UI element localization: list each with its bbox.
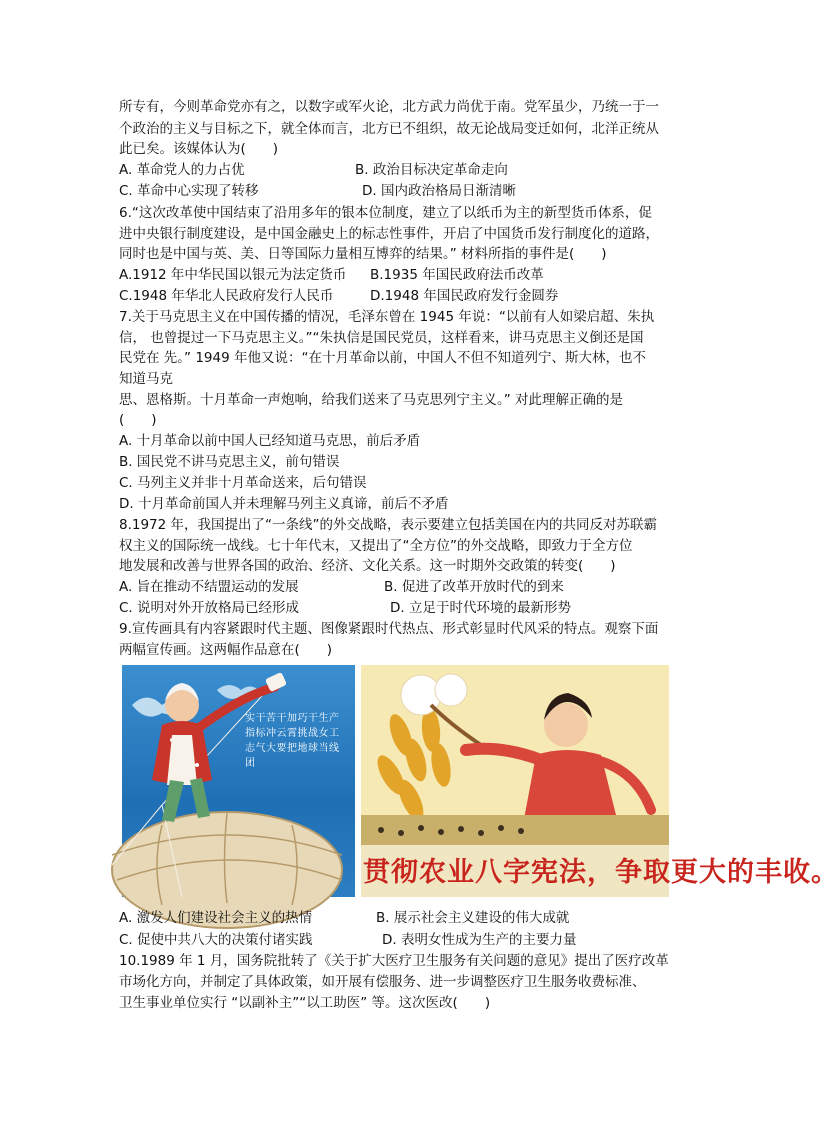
- poster-right-slogan: 贯彻农业八字宪法，争取更大的丰收。: [363, 857, 839, 888]
- q9-stem-line-1: 9.宣传画具有内容紧跟时代主题、图像紧跟时代热点、形式彰显时代风采的特点。观察下面: [119, 621, 659, 637]
- q7-stem-line-3: 民党在 先。” 1949 年他又说：“在十月革命以前，中国人不但不知道列宁、斯大林，也不: [119, 350, 646, 366]
- q7-stem-line-6: ( ): [119, 412, 157, 428]
- q5-option-a[interactable]: A. 革命党人的力占优: [119, 162, 245, 178]
- q9-option-d[interactable]: D. 表明女性成为生产的主要力量: [382, 932, 577, 948]
- q9-option-c[interactable]: C. 促使中共八大的决策付诸实践: [119, 932, 313, 948]
- q8-option-c[interactable]: C. 说明对外开放格局已经形成: [119, 600, 300, 616]
- q5-option-d[interactable]: D. 国内政治格局日渐清晰: [362, 183, 516, 199]
- q10-stem-line-3: 卫生事业单位实行 “以副补主”“以工助医” 等。这次医改( ): [119, 995, 491, 1011]
- q6-stem-line-2: 进中央银行制度建设，是中国金融史上的标志性事件，开启了中国货币发行制度化的道路，: [119, 226, 659, 242]
- q9-option-b[interactable]: B. 展示社会主义建设的伟大成就: [376, 910, 570, 926]
- q5-stem-line-3: 此已矣。该媒体认为( ): [119, 141, 279, 157]
- q7-stem-line-2: 信， 也曾提过一下马克思主义。”“朱执信是国民党员，这样看来，讲马克思主义倒还是国: [119, 330, 644, 346]
- q8-stem-line-2: 权主义的国际统一战线。七十年代末，又提出了“全方位”的外交战略，即致力于全方位: [119, 538, 633, 554]
- q10-stem-line-2: 市场化方向，并制定了具体政策，如开展有偿服务、进一步调整医疗卫生服务收费标准、: [119, 974, 646, 990]
- q6-option-c[interactable]: C.1948 年华北人民政府发行人民币: [119, 288, 334, 304]
- q6-stem-line-3: 同时也是中国与英、美、日等国际力量相互博弈的结果。” 材料所指的事件是( ): [119, 246, 607, 262]
- q7-stem-line-5: 思、恩格斯。十月革命一声炮响，给我们送来了马克思列宁主义。” 对此理解正确的是: [119, 392, 624, 408]
- q5-option-b[interactable]: B. 政治目标决定革命走向: [355, 162, 508, 178]
- q6-stem-line-1: 6.“这次改革使中国结束了沿用多年的银本位制度，建立了以纸币为主的新型货币体系，促: [119, 205, 652, 221]
- q7-option-d[interactable]: D. 十月革命前国人并未理解马列主义真谛，前后不矛盾: [119, 496, 449, 512]
- q8-option-a[interactable]: A. 旨在推动不结盟运动的发展: [119, 579, 299, 595]
- q7-option-b[interactable]: B. 国民党不讲马克思主义，前句错误: [119, 454, 340, 470]
- q9-stem-line-2: 两幅宣传画。这两幅作品意在( ): [119, 642, 333, 658]
- q5-option-c[interactable]: C. 革命中心实现了转移: [119, 183, 259, 199]
- q9-option-a[interactable]: A. 激发人们建设社会主义的热情: [119, 910, 313, 926]
- q6-option-a[interactable]: A.1912 年中华民国以银元为法定货币: [119, 267, 347, 283]
- q5-stem-line-2: 个政治的主义与目标之下，就全体而言，北方已不组织，故无论战局变迁如何，北洋正统从: [119, 121, 659, 137]
- poster-left-illustration: [122, 665, 355, 897]
- q8-option-d[interactable]: D. 立足于时代环境的最新形势: [390, 600, 571, 616]
- q8-stem-line-3: 地发展和改善与世界各国的政治、经济、文化关系。这一时期外交政策的转变( ): [119, 558, 616, 574]
- q10-stem-line-1: 10.1989 年 1 月，国务院批转了《关于扩大医疗卫生服务有关问题的意见》提出了医疗改革: [119, 953, 669, 969]
- propaganda-poster-right: [361, 665, 839, 897]
- q7-stem-line-1: 7.关于马克思主义在中国传播的情况，毛泽东曾在 1945 年说：“以前有人如梁启超、朱执: [119, 309, 655, 325]
- q7-option-a[interactable]: A. 十月革命以前中国人已经知道马克思，前后矛盾: [119, 433, 421, 449]
- propaganda-poster-left: [122, 665, 355, 897]
- q6-option-d[interactable]: D.1948 年国民政府发行金圆券: [370, 288, 559, 304]
- q7-option-c[interactable]: C. 马列主义并非十月革命送来，后句错误: [119, 475, 367, 491]
- q6-option-b[interactable]: B.1935 年国民政府法币改革: [370, 267, 544, 283]
- q8-stem-line-1: 8.1972 年，我国提出了“一条线”的外交战略，表示要建立包括美国在内的共同反对苏联霸: [119, 517, 658, 533]
- q5-stem-line-1: 所专有，今则革命党亦有之，以数字或军火论，北方武力尚优于南。党军虽少，乃统一于一: [119, 99, 659, 115]
- q7-stem-line-4: 知道马克: [119, 371, 173, 387]
- poster-left-slogan: 实干苦干加巧干生产指标冲云霄挑战女工志气大要把地球当线团: [245, 713, 340, 769]
- q8-option-b[interactable]: B. 促进了改革开放时代的到来: [384, 579, 564, 595]
